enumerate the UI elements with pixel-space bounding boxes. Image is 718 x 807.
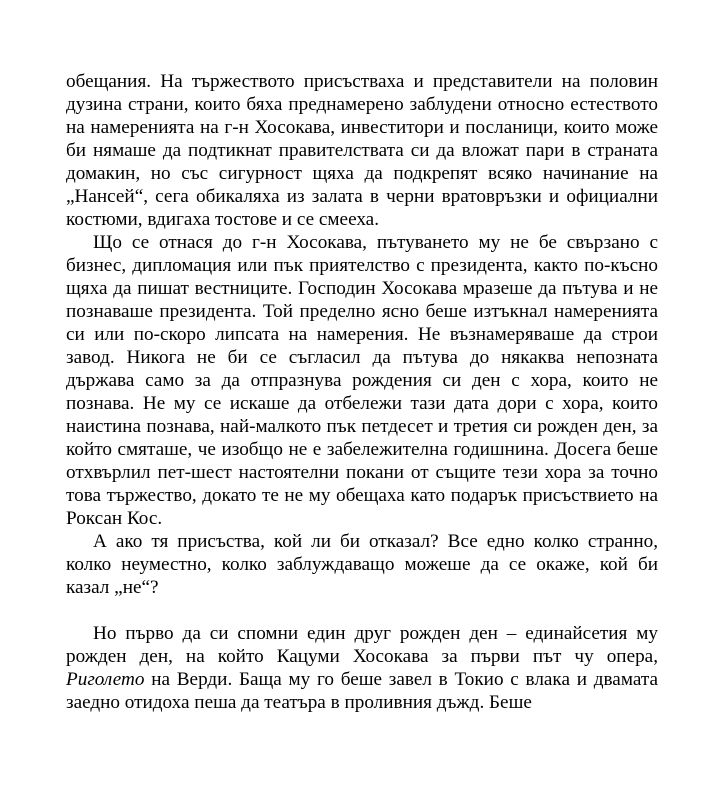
paragraph-2-text: Що се отнася до г-н Хосокава, пътуването му не бе свързано с бизнес, дипломация или пък приятелство с президента, както по-късно щяха да пишат вестниците. Господин Хосокава мразеше да пътува и не познаваше президента. Той пределно ясно беше изтъкнал намеренията си или по-скоро липсата на намерения. Не възнамеряваше да строи завод. Никога не би се съгласил да пътува до някаква непозната държава само за да отпразнува рождения си ден с хора, които не познава. Не му се искаше да отбележи тази дата дори с хора, които наистина познава, най-малкото пък петдесет и третия си рожден ден, за който смяташе, че изобщо не е забележителна годишнина. Досега беше отхвърлил пет-шест настоятелни покани от същите тези хора за точно това тържество, докато те не му обещаха като подарък присъствието на Роксан Кос. — [66, 232, 658, 529]
opera-title: Риголето — [66, 669, 145, 690]
paragraph-4-text-start: Но първо да си спомни един друг рожден ден – единайсетия му рожден ден, на който Кацуми Хосокава за първи път чу опера, — [66, 623, 658, 667]
document-page — [66, 70, 658, 714]
paragraph-3 — [66, 530, 658, 599]
paragraph-4 — [66, 622, 658, 714]
paragraph-1 — [66, 70, 658, 231]
paragraph-4-text-end: на Верди. Баща му го беше завел в Токио с влака и двамата заедно отидоха пеша да театъра в проливния дъжд. Беше — [66, 669, 658, 713]
paragraph-3-text: А ако тя присъства, кой ли би отказал? Все едно колко странно, колко неуместно, колко заблуждаващо можеше да се окаже, кой би казал „не“? — [66, 531, 658, 598]
paragraph-2 — [66, 231, 658, 530]
paragraph-1-text: обещания. На тържеството присъстваха и представители на половин дузина страни, които бяха преднамерено заблудени относно естеството на намеренията на г-н Хосокава, инвеститори и посланици, които може би нямаше да подтикнат правителствата си да вложат пари в страната домакин, но със сигурност щяха да подкрепят всяко начинание на „Нансей“, сега обикаляха из залата в черни вратовръзки и официални костюми, вдигаха тостове и се смееха. — [66, 71, 658, 230]
section-break — [66, 599, 658, 622]
